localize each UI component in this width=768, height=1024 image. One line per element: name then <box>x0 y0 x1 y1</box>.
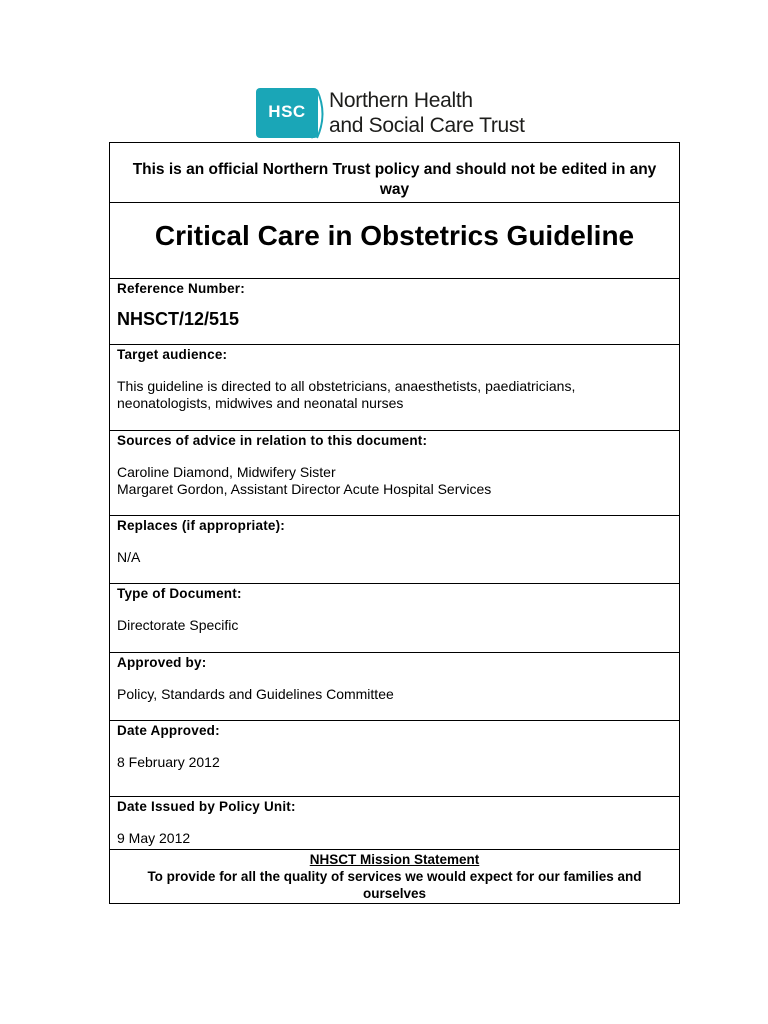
doc-type-row <box>110 584 680 653</box>
date-approved-value: 8 February 2012 <box>117 754 220 770</box>
notice-row <box>110 143 680 203</box>
official-notice: This is an official Northern Trust policy and should not be edited in any way <box>110 143 680 203</box>
logo-line-1: Northern Health <box>329 89 473 112</box>
mission-row <box>110 850 680 904</box>
doc-type-value: Directorate Specific <box>117 617 239 633</box>
logo-line-2: and Social Care Trust <box>329 114 525 137</box>
mission-statement <box>110 850 680 904</box>
sources-line-2: Margaret Gordon, Assistant Director Acute Hospital Services <box>117 481 492 497</box>
reference-row <box>110 279 680 345</box>
sources-row <box>110 431 680 516</box>
doc-type-label: Type of Document: <box>117 586 242 601</box>
sources-line-1: Caroline Diamond, Midwifery Sister <box>117 464 336 480</box>
hsc-logo <box>256 84 526 142</box>
approved-by-row <box>110 653 680 721</box>
document-title: Critical Care in Obstetrics Guideline <box>110 203 680 279</box>
date-issued-value: 9 May 2012 <box>117 830 191 846</box>
hsc-badge-text: HSC <box>268 102 306 121</box>
approved-by-value: Policy, Standards and Guidelines Committee <box>117 686 394 702</box>
replaces-row <box>110 516 680 584</box>
reference-label: Reference Number: <box>117 281 245 296</box>
audience-row <box>110 345 680 431</box>
sources-label: Sources of advice in relation to this document: <box>117 433 428 448</box>
replaces-value: N/A <box>117 549 141 565</box>
audience-value: This guideline is directed to all obstetricians, anaesthetists, paediatricians, neonatologists, midwives and neonatal nurses <box>117 378 576 411</box>
logo-arc-icon <box>308 88 326 140</box>
mission-text: To provide for all the quality of services we would expect for our families and ourselves <box>147 869 642 901</box>
reference-value: NHSCT/12/515 <box>117 309 240 329</box>
audience-label: Target audience: <box>117 347 228 362</box>
date-approved-label: Date Approved: <box>117 723 220 738</box>
date-issued-row <box>110 797 680 850</box>
approved-by-label: Approved by: <box>117 655 207 670</box>
date-approved-row <box>110 721 680 797</box>
date-issued-label: Date Issued by Policy Unit: <box>117 799 296 814</box>
mission-title: NHSCT Mission Statement <box>309 852 480 867</box>
replaces-label: Replaces (if appropriate): <box>117 518 285 533</box>
title-row <box>110 203 680 279</box>
policy-cover-table <box>109 142 680 904</box>
